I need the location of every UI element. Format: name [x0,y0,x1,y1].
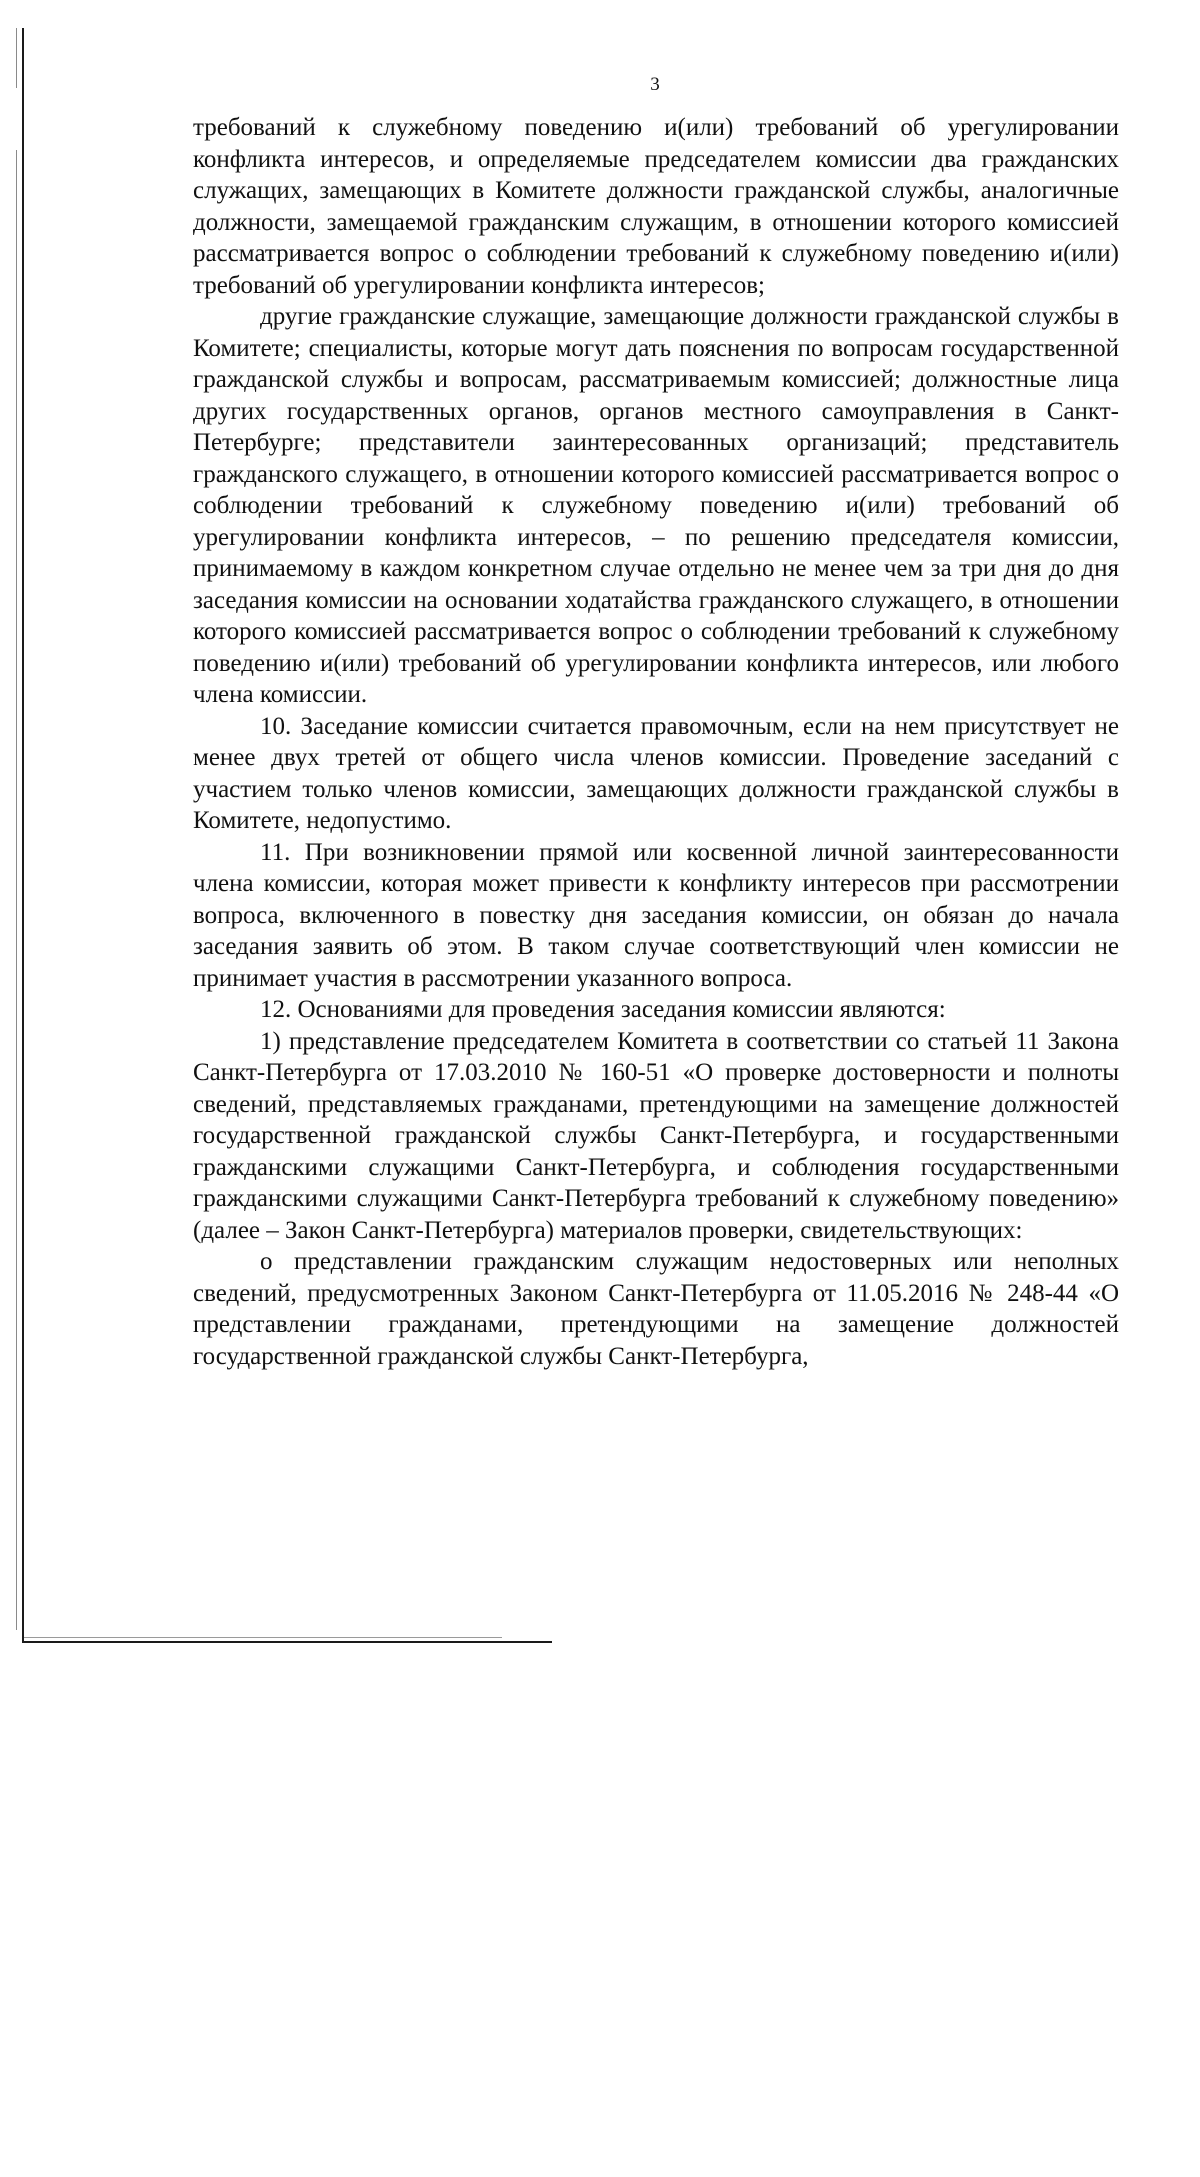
paragraph: 1) представление председателем Комитета в соответствии со статьей 11 Закона Санкт-Петербурга от 17.03.2010 № 160-51 «О проверке достоверности и полноты сведений, представляемых гражданами, претендующими на замещение должностей государственной гражданской службы Санкт-Петербурга, и государственными гражданскими служащими Санкт-Петербурга, и соблюдения государственными гражданскими служащими Санкт-Петербурга требований к служебному поведению» (далее – Закон Санкт-Петербурга) материалов проверки, свидетельствующих: [193,1027,1119,1244]
paragraph: требований к служебному поведению и(или) требований об урегулировании конфликта интересов, и определяемые председателем комиссии два гражданских служащих, замещающих в Комитете должности гражданской службы, аналогичные должности, замещаемой гражданским служащим, в отношении которого комиссией рассматривается вопрос о соблюдении требований к служебному поведению и(или) требований об урегулировании конфликта интересов; [193,114,1119,299]
scan-border-left [22,28,24,1643]
document-body [193,112,1119,1372]
scan-border-bottom-inner [24,1637,502,1638]
paragraph: 10. Заседание комиссии считается правомочным, если на нем присутствует не менее двух третей от общего числа членов комиссии. Проведение заседаний с участием только членов комиссии, замещающих должности гражданской службы в Комитете, недопустимо. [193,712,1119,834]
paragraph: 12. Основаниями для проведения заседания комиссии являются: [260,996,946,1023]
paragraph: о представлении гражданским служащим недостоверных или неполных сведений, предусмотренных Законом Санкт-Петербурга от 11.05.2016 № 248-44 «О представлении гражданами, претендующими на замещение должностей государственной гражданской службы Санкт-Петербурга, [193,1248,1119,1370]
scan-border-bottom [22,1641,552,1643]
paragraph: 11. При возникновении прямой или косвенной личной заинтересованности члена комиссии, которая может привести к конфликту интересов при рассмотрении вопроса, включенного в повестку дня заседания комиссии, он обязан до начала заседания заявить об этом. В таком случае соответствующий член комиссии не принимает участия в рассмотрении указанного вопроса. [193,838,1119,992]
page-number: 3 [650,74,660,95]
scan-border-left-inner [16,150,17,1630]
paragraph: другие гражданские служащие, замещающие должности гражданской службы в Комитете; специалисты, которые могут дать пояснения по вопросам государственной гражданской службы и вопросам, рассматриваемым комиссией; должностные лица других государственных органов, органов местного самоуправления в Санкт-Петербурге; представители заинтересованных организаций; представитель гражданского служащего, в отношении которого комиссией рассматривается вопрос о соблюдении требований к служебному поведению и(или) требований об урегулировании конфликта интересов, – по решению председателя комиссии, принимаемому в каждом конкретном случае отдельно не менее чем за три дня до дня заседания комиссии на основании ходатайства гражданского служащего, в отношении которого комиссией рассматривается вопрос о соблюдении требований к служебному поведению и(или) требований об урегулировании конфликта интересов, или любого члена комиссии. [193,303,1119,708]
